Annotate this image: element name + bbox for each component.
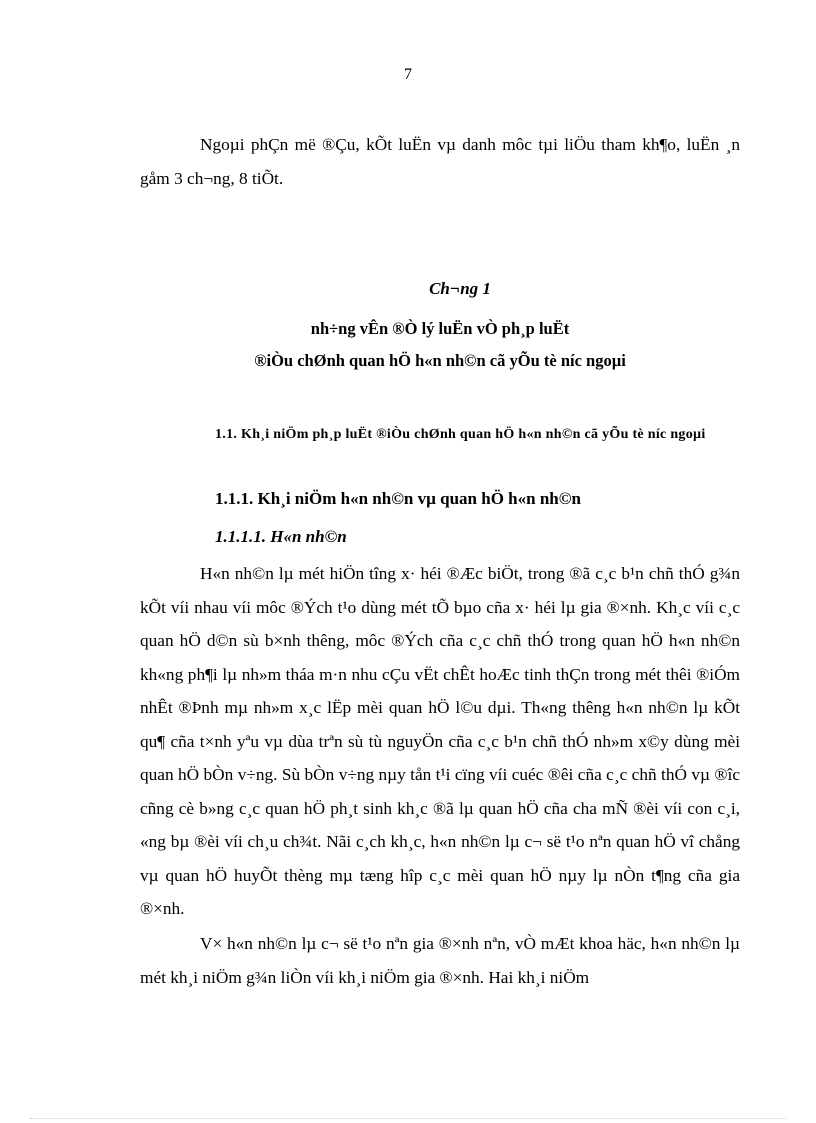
body-paragraph-2: V× h«n nh©n lµ c¬ së t¹o nªn gia ®×nh nªn, vÒ mÆt khoa häc, h«n nh©n lµ mét kh¸i niÖm g¾n liÒn víi kh¸i niÖm gia ®×nh. Hai kh¸i niÖm <box>140 934 740 987</box>
footer-divider <box>30 1118 786 1119</box>
section-heading-1-1-1-1: 1.1.1.1. H«n nh©n <box>215 527 347 546</box>
body-paragraph-1: H«n nh©n lµ mét hiÖn tîng x· héi ®Æc biÖt, trong ®ã c¸c b¹n chñ thÓ g¾n kÕt víi nhau víi môc ®Ých t¹o dùng mét tÕ bµo cña x· héi lµ gia ®×nh. Kh¸c víi c¸c quan hÖ d©n sù b×nh thêng, môc ®Ých cña c¸c chñ thÓ trong quan hÖ h«n nh©n kh«ng ph¶i lµ nh»m tháa m·n nhu cÇu vËt chÊt hoÆc tinh thÇn trong mét thêi ®iÓm nhÊt ®Þnh mµ nh»m x¸c lËp mèi quan hÖ l©u dµi. Th«ng thêng h«n nh©n lµ kÕt qu¶ cña t×nh yªu vµ dùa trªn sù tù nguyÖn cña c¸c b¹n chñ thÓ nh»m x©y dùng mèi quan hÖ bÒn v÷ng. Sù bÒn v÷ng nµy tån t¹i cïng víi cuéc ®êi cña c¸c chñ thÓ vµ ®îc cñng cè b»ng c¸c quan hÖ ph¸t sinh kh¸c ®ã lµ quan hÖ cña cha mÑ ®èi víi con c¸i, «ng bµ ®èi víi ch¸u ch¾t. Nãi c¸ch kh¸c, h«n nh©n lµ c¬ së t¹o nªn quan hÖ vî chång vµ quan hÖ huyÕt thèng mµ tæng hîp c¸c mèi quan hÖ nµy lµ nÒn t¶ng cña gia ®×nh. <box>140 564 740 918</box>
section-heading-1-1-1: 1.1.1. Kh¸i niÖm h«n nh©n vµ quan hÖ h«n nh©n <box>215 489 581 508</box>
intro-paragraph: Ngoµi phÇn më ®Çu, kÕt luËn vµ danh môc tµi liÖu tham kh¶o, luËn ¸n gåm 3 ch¬ng, 8 tiÕt. <box>140 135 740 188</box>
chapter-title-line-2: ®iÒu chØnh quan hÖ h«n nh©n cã yÕu tè níc ngoµi <box>254 351 626 370</box>
chapter-label: Ch¬ng 1 <box>429 279 491 298</box>
page-number: 7 <box>404 66 412 83</box>
chapter-title-line-1: nh÷ng vÊn ®Ò lý luËn vÒ ph¸p luËt <box>310 319 570 338</box>
section-heading-1-1: 1.1. Kh¸i niÖm ph¸p luËt ®iÒu chØnh quan hÖ h«n nh©n cã yÕu tè níc ngoµi <box>215 427 706 442</box>
chapter-heading <box>140 277 740 377</box>
